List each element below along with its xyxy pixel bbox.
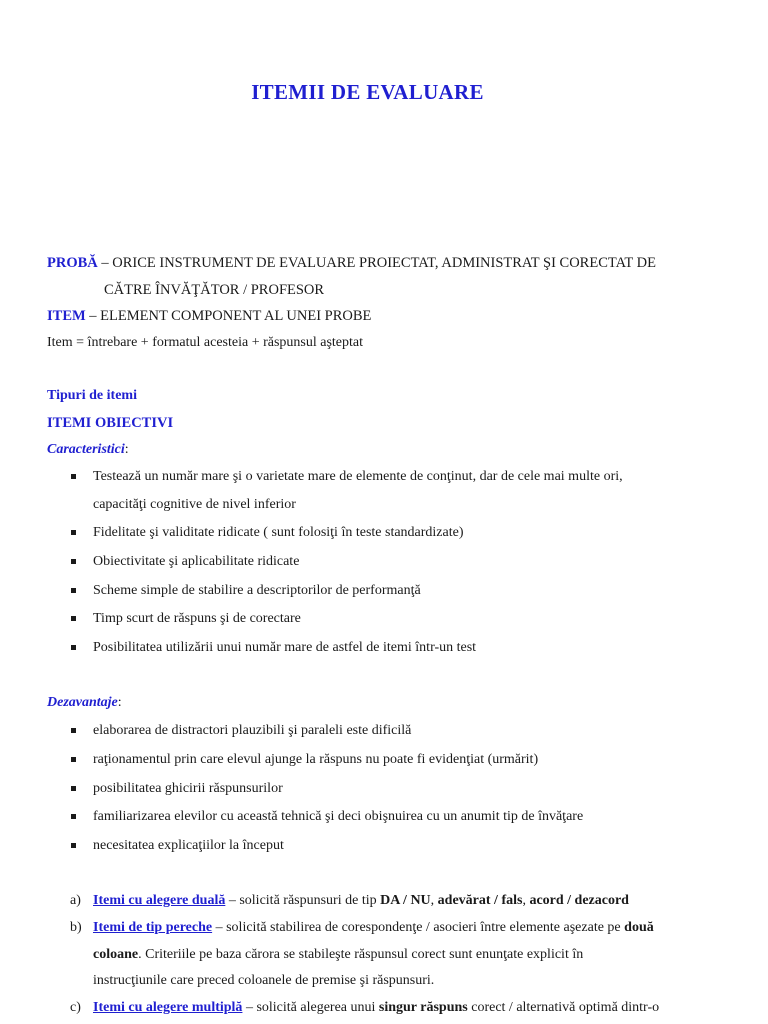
bullet-marker [71,843,76,848]
emphasis-adevarat-fals: adevărat / fals [437,893,523,908]
definition-proba-continuation: CĂTRE ÎNVĂŢĂTOR / PROFESOR [104,282,325,298]
page-title: ITEMII DE EVALUARE [251,80,484,104]
item-type-c [93,998,659,1018]
definition-item [47,306,371,326]
term-proba: PROBĂ [47,255,98,271]
bullet-marker [71,616,76,621]
list-item: Posibilitatea utilizării unui număr mare de astfel de itemi într-un test [93,640,477,655]
list-item: Timp scurt de răspuns şi de corectare [93,611,301,626]
definition-item-text: – ELEMENT COMPONENT AL UNEI PROBE [85,308,372,324]
separator: , [430,893,438,908]
bullet-marker [71,559,76,564]
bullet-marker [71,645,76,650]
bullet-marker [71,814,76,819]
list-item: posibilitatea ghicirii răspunsurilor [93,781,283,796]
separator: , [522,893,530,908]
item-type-b [93,918,654,938]
item-type-c-text2: corect / alternativă optimă dintr-o [467,1000,660,1015]
list-item: raţionamentul prin care elevul ajunge la răspuns nu poate fi evidenţiat (urmărit) [93,752,539,767]
caracteristici-label: Caracteristici [47,442,125,457]
bullet-marker [71,786,76,791]
list-marker-a: a) [70,893,81,908]
dezavantaje-colon: : [117,695,122,710]
list-item: elaborarea de distractori plauzibili şi paraleli este dificilă [93,723,412,738]
bullet-marker [71,728,76,733]
caracteristici-colon: : [124,442,129,457]
link-itemi-alegere-multipla[interactable]: Itemi cu alegere multiplă [93,1000,243,1015]
emphasis-singur-raspuns: singur răspuns [378,1000,468,1015]
list-marker-c: c) [70,1000,81,1015]
emphasis-coloane: coloane [93,947,139,962]
emphasis-da-nu: DA / NU [380,893,431,908]
bullet-marker [71,530,76,535]
item-type-b-continuation: instrucţiunile care preced coloanele de premise şi răspunsuri. [93,973,435,988]
heading-caracteristici [47,440,129,460]
definition-proba-text: – ORICE INSTRUMENT DE EVALUARE PROIECTAT, ADMINISTRAT ŞI CORECTAT DE [97,255,656,271]
list-item: Fidelitate şi validitate ridicate ( sunt folosiţi în teste standardizate) [93,525,464,540]
definition-proba [47,253,656,273]
link-itemi-alegere-duala[interactable]: Itemi cu alegere duală [93,893,226,908]
bullet-marker [71,474,76,479]
list-item: Scheme simple de stabilire a descriptorilor de performanţă [93,583,421,598]
item-type-a-text: – solicită răspunsuri de tip [225,893,381,908]
item-type-b-text2: . Criteriile pe baza cărora se stabileşte răspunsul corect sunt enunţate explicit în [138,947,584,962]
list-item: Testează un număr mare şi o varietate mare de elemente de conţinut, dar de cele mai multe ori, [93,469,623,484]
item-type-c-text: – solicită alegerea unui [242,1000,379,1015]
emphasis-acord-dezacord: acord / dezacord [529,893,629,908]
item-type-a [93,891,629,911]
heading-tipuri-de-itemi: Tipuri de itemi [47,388,137,403]
bullet-marker [71,757,76,762]
list-marker-b: b) [70,920,82,935]
bullet-marker [71,588,76,593]
item-type-b-continuation [93,945,583,965]
dezavantaje-label: Dezavantaje [47,695,118,710]
list-item: Obiectivitate şi aplicabilitate ridicate [93,554,300,569]
emphasis-doua: două [624,920,654,935]
link-itemi-tip-pereche[interactable]: Itemi de tip pereche [93,920,213,935]
heading-dezavantaje [47,693,122,713]
list-item-continuation: capacităţi cognitive de nivel inferior [93,497,296,512]
item-type-b-text: – solicită stabilirea de corespondenţe / asocieri între elemente aşezate pe [212,920,625,935]
term-item: ITEM [47,308,86,324]
list-item: familiarizarea elevilor cu această tehnică şi deci obişnuirea cu un anumit tip de învăţare [93,809,584,824]
heading-itemi-obiectivi: ITEMI OBIECTIVI [47,415,174,431]
item-formula: Item = întrebare + formatul acesteia + răspunsul aşteptat [47,335,364,350]
list-item: necesitatea explicaţiilor la început [93,838,284,853]
